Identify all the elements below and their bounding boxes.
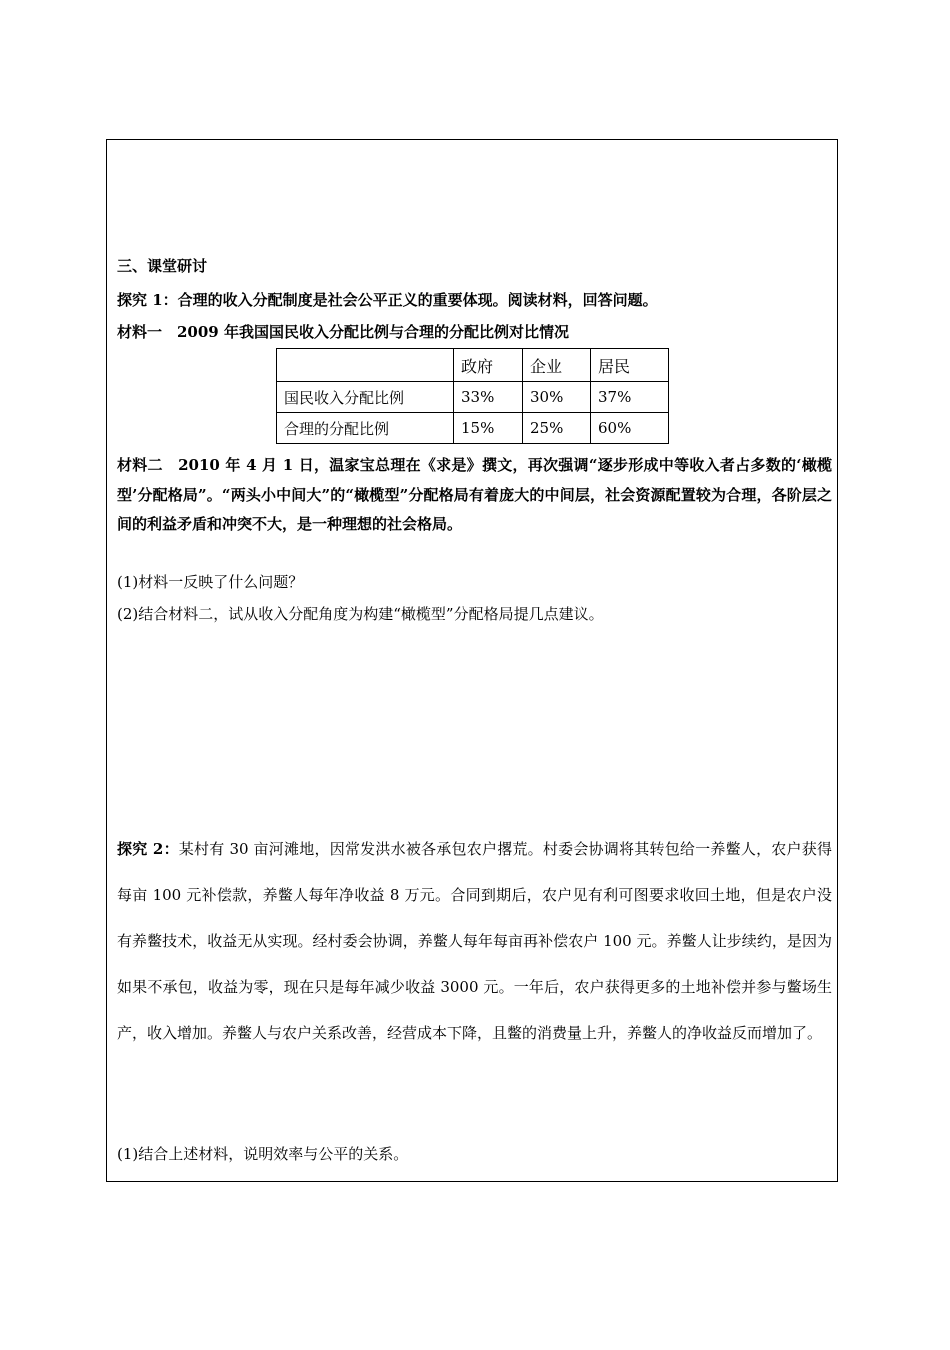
inquiry1-question2: (2)结合材料二，试从收入分配角度为构建“橄榄型”分配格局提几点建议。 xyxy=(117,605,604,623)
inquiry1-question1: (1)材料一反映了什么问题？ xyxy=(117,573,304,591)
table-row xyxy=(277,413,669,444)
inquiry2-question1: (1)结合上述材料，说明效率与公平的关系。 xyxy=(117,1145,409,1163)
inquiry2-label: 探究 2： xyxy=(117,840,179,858)
inquiry2-paragraph xyxy=(117,826,832,1056)
table-cell: 25% xyxy=(523,413,591,444)
material1-title: 材料一 2009 年我国国民收入分配比例与合理的分配比例对比情况 xyxy=(117,323,569,341)
table-cell: 30% xyxy=(523,382,591,413)
inquiry1-title: 探究 1：合理的收入分配制度是社会公平正义的重要体现。阅读材料，回答问题。 xyxy=(117,291,658,309)
table-header-cell xyxy=(277,349,454,382)
table-cell: 国民收入分配比例 xyxy=(277,382,454,413)
table-cell: 15% xyxy=(454,413,523,444)
table-cell: 60% xyxy=(591,413,669,444)
table-cell: 37% xyxy=(591,382,669,413)
section-title: 三、课堂研讨 xyxy=(117,257,208,275)
table-header-cell: 企业 xyxy=(523,349,591,382)
table-cell: 合理的分配比例 xyxy=(277,413,454,444)
inquiry2-text: 某村有 30 亩河滩地，因常发洪水被各承包农户撂荒。村委会协调将其转包给一养鳖人，农户获得每亩 100 元补偿款，养鳖人每年净收益 8 万元。合同到期后，农户见有利可图要求收回土地，但是农户没有养鳖技术，收益无从实现。经村委会协调，养鳖人每年每亩再补偿农户 100 元。养鳖人让步续约，是因为如果不承包，收益为零，现在只是每年减少收益 3000 元。一年后，农户获得更多的土地补偿并参与鳖场生产，收入增加。养鳖人与农户关系改善，经营成本下降，且鳖的消费量上升，养鳖人的净收益反而增加了。 xyxy=(117,840,832,1042)
table-header-cell: 居民 xyxy=(591,349,669,382)
table-row xyxy=(277,382,669,413)
table-header-cell: 政府 xyxy=(454,349,523,382)
table-header-row xyxy=(277,349,669,382)
income-distribution-table xyxy=(276,348,669,444)
material2-paragraph: 材料二 2010 年 4 月 1 日，温家宝总理在《求是》撰文，再次强调“逐步形成中等收入者占多数的‘橄榄型’分配格局”。“两头小中间大”的“橄榄型”分配格局有着庞大的中间层，社会资源配置较为合理，各阶层之间的利益矛盾和冲突不大，是一种理想的社会格局。 xyxy=(117,456,832,533)
table-cell: 33% xyxy=(454,382,523,413)
